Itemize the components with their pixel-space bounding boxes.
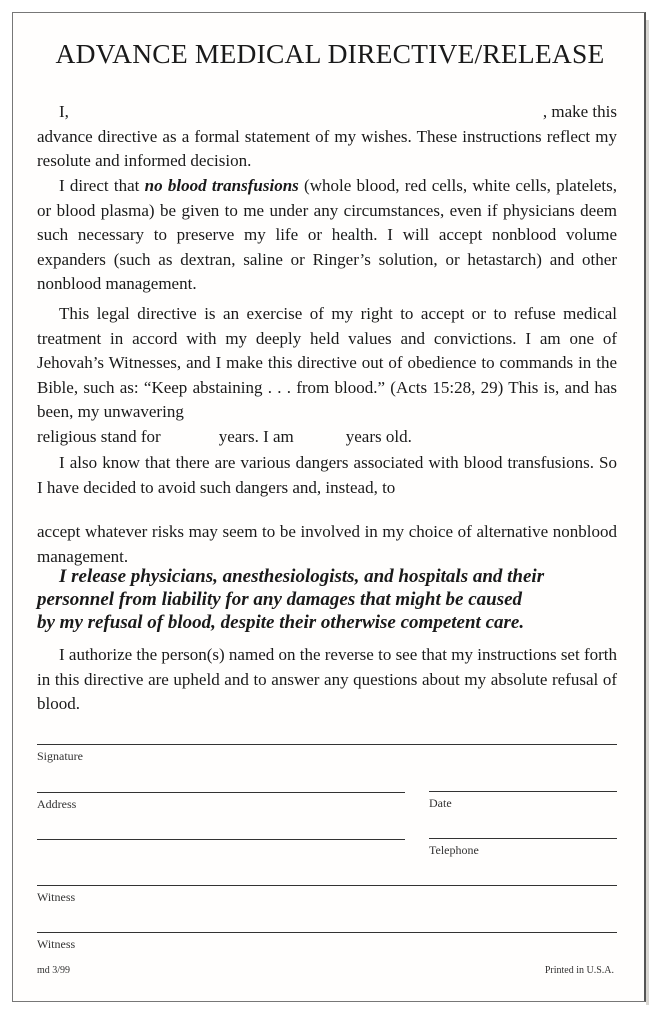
no-blood-emphasis: no blood transfusions [144, 176, 299, 195]
intro-text: advance directive as a formal statement of my wishes. These instructions reflect my resolute and informed decision. [37, 126, 617, 171]
directive-form [12, 12, 646, 1002]
stand-years-label: religious stand for [37, 426, 161, 446]
legal-text: This legal directive is an exercise of my right to accept or to refuse medical treatment in accord with my deeply held values and convictions. I am one of Jehovah’s Witnesses, and I make this directive out of obedience to commands in the Bible, such as: “Keep abstaining . . . from blood.” (Acts 15:28, 29) This is, and has been, my unwavering [37, 304, 617, 422]
risks-text: accept whatever risks may seem to be involved in my choice of alternative nonblood management. [37, 522, 617, 566]
signature-label: Signature [37, 749, 83, 763]
release-line-2: personnel from liability for any damages that might be caused [37, 589, 523, 610]
witness-line-1[interactable] [37, 885, 617, 886]
transfusion-paragraph [37, 174, 617, 297]
transfusion-text-before: I direct that [59, 176, 145, 195]
transfusion-text-after: (whole blood, red cells, white cells, platelets, or blood plasma) be given to me under any circumstances, even if physicians deem such necessary to preserve my life or health. I will accept nonblood volume expanders (such as dextran, saline or Ringer’s solution, or hetastarch) and other nonblood management. [37, 176, 617, 294]
name-suffix: , make this [542, 102, 617, 121]
intro-paragraph [37, 100, 617, 174]
release-line-3: by my refusal of blood, despite their otherwise competent care. [37, 612, 525, 633]
religious-stand-line [37, 425, 617, 450]
form-code: md 3/99 [37, 965, 71, 976]
age-label: years. I am [218, 426, 294, 446]
telephone-label: Telephone [429, 843, 479, 857]
witness-label-1: Witness [37, 890, 76, 904]
dangers-text: I also know that there are various dangers associated with blood transfusions. So I have decided to avoid such dangers and, instead, to [37, 453, 617, 497]
signature-line[interactable] [37, 744, 617, 745]
liability-release [37, 565, 617, 634]
witness-label-2: Witness [37, 937, 76, 951]
risks-paragraph [37, 520, 617, 569]
transfusion-text [37, 174, 617, 297]
page-shadow [646, 20, 649, 1005]
release-line-1: I release physicians, anesthesiologists, and hospitals and their [59, 566, 545, 587]
witness-line-2[interactable] [37, 932, 617, 933]
address-line[interactable] [37, 792, 405, 793]
authorize-text: I authorize the person(s) named on the reverse to see that my instructions set forth in this directive are upheld and to answer any questions about my absolute refusal of blood. [37, 645, 617, 714]
address-label: Address [37, 797, 77, 811]
form-title: ADVANCE MEDICAL DIRECTIVE/RELEASE [55, 38, 605, 69]
name-prefix: I, [59, 102, 69, 121]
date-label: Date [429, 796, 452, 810]
years-old-label: years old. [345, 426, 412, 446]
authorize-paragraph [37, 643, 617, 717]
legal-paragraph [37, 302, 617, 450]
dangers-paragraph [37, 451, 617, 500]
date-line[interactable] [429, 791, 617, 792]
address-line-2[interactable] [37, 839, 405, 840]
printed-in: Printed in U.S.A. [544, 965, 614, 976]
telephone-line[interactable] [429, 838, 617, 839]
